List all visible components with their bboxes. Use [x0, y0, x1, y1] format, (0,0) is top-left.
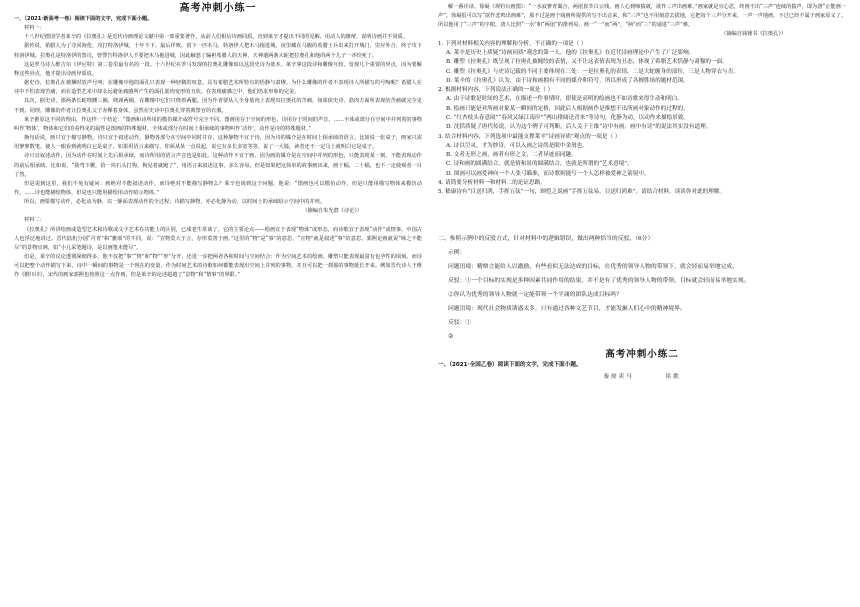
- paragraph: 莱辛推原这不同的理由，作这样一个结论：“图画和诗所用的模仿媒介或符号完全不同，图画用存于空间的形色，诗用存于时间的声音。……全体或部分在空间中并列着的事物叫作‘物体’，物体和它们的看得见的属性是图画的特殊题材，全体或部分在时间上相承续的事物叫作‘动作’，动作是诗的特殊题材。”: [14, 116, 422, 132]
- option-a: A. 由于诗歌是时间的艺术，在描述一件事情时，即使是高明的绘画也不如诗歌来得生动和明白。: [446, 96, 683, 103]
- question-intro: 一、（2021·新高考一卷）阅读下面的文字，完成下面小题。: [14, 16, 153, 22]
- example-context: 问题语境：精辩言能给人以激励，有些看似无法达成的目标，在优秀的领导人物的带领下，就会轻而易举地完成。: [448, 263, 738, 270]
- answer-slot-2: ②: [448, 333, 454, 340]
- example-label: 示例：: [448, 249, 466, 256]
- option-d: D. 图画可以画爱神向一个人张弓瞄准，而诗歌则能写一个人怎样被爱神之箭射中。: [446, 170, 650, 177]
- option-a: A. 诗以空灵，才为妙诗，可以入画之诗尚是眼中金屑也。: [446, 142, 588, 149]
- page-title: 高考冲刺小练一: [179, 3, 257, 14]
- option-b: B. 雕塑《拉奥孔》既呈现了拉奥孔被缠绞的表情，又不让这表情表现为丑态，体现了希腊艺术恬静与肃穆的一面。: [446, 59, 728, 66]
- question-2: 2. 根据材料内容，下列说法正确的一项是（ ）: [438, 87, 554, 94]
- story-heading: [438, 370, 846, 384]
- paragraph: 《拉奥孔》所讲绘画或造型艺术和诗歌或文字艺术在功能上的区别，已成老生常谈了。它的主要论点——绘画宜于表现“物体”或形态，而诗歌宜于表现“动作”或情事，中国古人也浮泛地讲过。晋代陆机分别“丹青”和“雅颂”的不同，说：“宣物莫大于言，存形莫善于画。”这里的“物”是“事”的意思，“宣物”就是叙述“事”的意思。郭熙论画就说“咏之不能尽”的景物宜画，如“小儿采笔题诗，是以画笔未能尽”。: [14, 226, 422, 251]
- paragraph: 诗只宜叙述动作，因为动作在时间上先后相承续，而诗所用的语言声音也是如此。这种动作不宜于画，因为画的媒介是在空间中并列的形色，只能表现某一刻，不能表现动作的前后相承续。比如说，“我弯下腰，拾一块石头打狗，狗见着就跑了”，用语言来叙述这事，多么容易，但是如果把这简单的故事画出来，画十幅，二十幅，也不一定使观者一目了然。: [14, 153, 422, 178]
- option-c: C. 雕塑《拉奥孔》与史诗记载的不同主要体现在三处：一是拉奥孔的表情，二是大蛇缠身的部位，三是人物穿衣与否。: [446, 68, 739, 75]
- question-4: 4. 请简要分析材料一和材料二的论证思路。: [438, 180, 546, 187]
- option-b: B. 文者无形之画，画者有形之文，二者异迹而同趣。: [446, 152, 577, 159]
- paragraph: 但是，莱辛的议论透彻深细得多，他不仅把“事”“情”和“物”“形”分开，还进一步把两者各和时间与空间结合：作为空间艺术的绘画、雕塑只能表现最富有包孕性的顷刻，而诗可以把整个动作描写下来，诗中一瞬间的事物是一个现在的变量，作为时间艺术的诗歌如何都能表现出空间上并列的事物，并且可以把一刹那的事物延长开来。例如晋代诗人王维作《辋川诗》，宋代的画家郭熙也按照这一点作画，但是莱辛的论述超越了“景物”和“情事”的界限。”: [14, 254, 422, 279]
- example-rebuttal-2: ②你认为优秀的领导人物就一定能带领一个平庸的团队达成目标吗？: [448, 291, 622, 298]
- paragraph: 所以，画要描写动作，必化动为静，以一静面表现动作的全过程；诗描写静物，亦必化静为动，以时间上的承续暗示空间中的并列。: [24, 199, 325, 206]
- paragraph: 十八世纪德国学者莱辛的《拉奥孔》是近代诗画理论文献中第一部重要著作，从前人们相信诗画同质，直到莱辛才提出不同的见解，用动人的雄辩，说明诗画并不同质。: [24, 34, 408, 41]
- question-1: 1. 下列对材料相关内容的理解和分析，不正确的一项是（ ）: [438, 40, 587, 47]
- option-d: D. 莱辛的《拉奥孔》认为，由于诗和画拥有不同的媒介和符号，所以形成了各擅胜场的题材范围。: [446, 77, 689, 84]
- question-5: 5. 嵇康诗有“目送归鸿，手挥五弦”一句，顾恺之说画“手挥五弦易，目送归鸿难”。请结合材料，谈谈你对此的理解。: [438, 189, 726, 196]
- spacer: [438, 198, 846, 232]
- source-note: （摘编自钱锺书《拉奥孔》）: [721, 31, 786, 38]
- paragraph: 这是罗马诗人维吉尔《伊尼特》第二卷里最有名的一段。十六世纪在罗马发现的拉奥孔雕像似以这段史诗为蓝本。莱辛拿这段诗和雕像互较，发现几个重要的异点，因为要解释这些异点，他才提出诗画异质说。: [14, 61, 422, 77]
- question-3: 3. 结合材料内容，下列选项中最能支撑莱辛“诗画异质”观点的一项是（ ）: [438, 133, 621, 140]
- option-d: D. 沈括质疑了唐代传说，认为这个例子可判断，后人关于王维“诗中有画，画中有诗”的说法其实没有道理。: [446, 124, 712, 131]
- option-b: B. 绘画只能是对所画对象某一瞬间的定格，因此后人根据画作是推想不出所画对象动作的过程的。: [446, 105, 689, 112]
- option-c: C. “红杏枝头春意闹”“春风又绿江南岸”“两山排闼送青来”等诗句，化静为动，以动作来描绘景致。: [446, 115, 689, 121]
- paragraph: 其次，据史诗，那两条长蛇绕腰三圈，绕颈两圈，在雕像中它们只绕着两腿。因为作者要从人全身筋肉上表现出拉奥孔的苦痛，如果依史诗，筋肉方面所表现的苦痛就完全见不到。同理，雕像的作者让拉奥孔父子赤裸着身体，虽然在史诗中拉奥孔穿着典祭官的衣服。: [14, 98, 422, 114]
- left-column: [14, 0, 422, 607]
- paragraph: 换句话说，画只宜于描写静物，诗只宜于叙述动作。静物各部分在空间中同时并存，这种静物不宜于诗，因为诗的媒介是在时间上相承续的语言。比如说一张桌子，画家只需用寥寥数笔，使人一眼看到就明白它是桌子。如果用语言来描写，你须从某一点说起，说它有多长多宽等等，说了一大篇，读者还不一定马上就明白它是桌子。: [14, 135, 422, 151]
- paragraph: 据史诗，拉奥孔在被捆时放声号叫；在雕像中他的面孔只表现一种轻微的叹息，具有希腊艺术所特有的恬静与肃穆。为什么雕像的作者不表现诗人所描写的号啕呢？希腊人在诗中不怕表现苦痛，而在造型艺术中却永远避免痛感所产生的面孔筋肉变形的丑状。在表现痛感之中，他们仍求形象的完美。: [14, 80, 422, 96]
- example-rebuttal-1: 反驳：①一个目标的实现是多种因素共同作用的结果，并不是有了优秀的领导人物的带领，目标就会轻而易举地实现。: [448, 277, 750, 284]
- material-label: 材料一：: [24, 25, 45, 32]
- right-column: [438, 0, 846, 607]
- paragraph: 据传说，希腊人为了夺回海伦，攻打特洛伊城，十年不下。最后佯败，留下一匹木马，特洛伊人把木马拖进城，夜里藏在马腹的希腊士兵出来打开城门，里应外合，终于攻下特洛伊城。拉奥孔是特洛伊的祭司，曾警告特洛伊人不要把木马拖进城，因此触怒了偏袒希腊人的天神。天神遣两条大蛇把拉奥孔和他的两个儿子一齐绞死了。: [14, 43, 422, 59]
- material-label: 材料二：: [24, 217, 45, 224]
- question-intro: 一、（2021·全国乙卷）阅读下面的文字，完成下面小题。: [438, 361, 582, 368]
- section-title: 高考冲刺小练二: [605, 348, 679, 360]
- paragraph: 解一番诠译。徐凝《观钓台画图》：“一水寂寥青霭合，两崖崔萃白云残。画人心到啼猿破，欲作三声出画难。”画家就是宜心思，终画不出“三声”连续的猿声，即为唐“止能画一声”。徐凝很可以写“欲作悲鸣出画难”，那不过是画个阅画所提供的写不出音来，和“三声”也不用刻意去拔地，它把每个三声分开来，一声一声地画，不过已经不属于画家原义了。所以他用了“三声”的字眼，唐人比照“一水”和“两崖”的排列易，画一“一”而“两”，“两”而“三”的递进“三声”难。: [438, 4, 846, 29]
- paragraph: 但是说到这里，我们不免有疑问：画绝对不能叙述动作，而诗绝对不能描写静物么？莱辛也谈到这个问题，他说：“图画也可以模仿动作，但是只能用描写物体来模仿动作。……诗也能描绘物体，但是也只能用描绘用动作暗示物体。”: [14, 180, 422, 196]
- source-note: （摘编自朱光潜《诗论》）: [302, 208, 362, 215]
- story-title: 秦琼卖马: [603, 373, 634, 380]
- section-two-question: 二、参照示例中的反驳方式，针对材料中的逻辑错误，做出两种恰当的反驳。（6分）: [438, 235, 654, 242]
- answer-slot-1: 反驳：①: [448, 319, 472, 326]
- story-author: 谈歌: [665, 373, 681, 380]
- option-c: C. 诗和画的圆满结合，就是情和景的圆满结合，也就是所谓的“艺术意境”。: [446, 161, 633, 168]
- option-a: A. 莱辛是历史上质疑“诗画同质”观念的第一人，他的《拉奥孔》在近代诗画理论中产生了广泛影响。: [446, 49, 695, 56]
- problem-context: 问题语境：现代社会物质诱惑太多，只有通过各种文艺节目，才能发掘人们心中的精神境界。: [448, 305, 686, 312]
